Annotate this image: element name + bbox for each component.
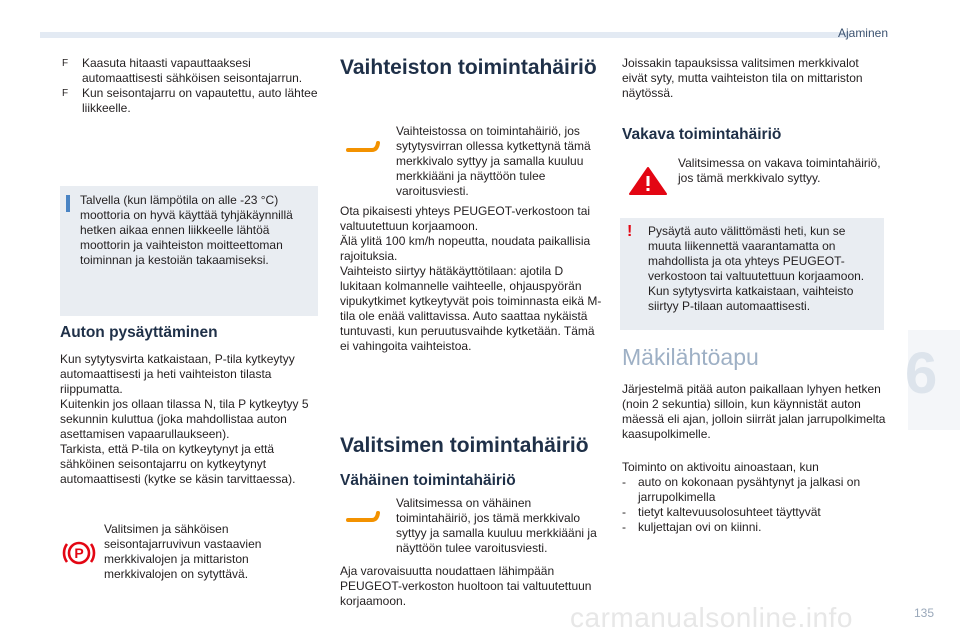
- section-heading: Auton pysäyttäminen: [60, 324, 218, 341]
- bullet-mark: F: [62, 58, 69, 69]
- info-note: [60, 186, 318, 316]
- section-title: Ajaminen: [837, 26, 888, 40]
- gearbox-warning-icon: [346, 140, 380, 154]
- section-body: Toiminto on aktivoitu ainoastaan, kun: [622, 460, 819, 474]
- watermark: carmanualsonline.info: [570, 602, 853, 633]
- note-text: Talvella (kun lämpötila on alle -23 °C) moottoria on hyvä käyttää tyhjäkäynnillä hetken aikaa ennen liikkeelle lähtöä moottorin ja vaihteiston moitteettoman toiminnan ja kestoiän takaamiseksi.: [80, 193, 293, 267]
- section-heading: Valitsimen toimintahäiriö: [340, 434, 589, 457]
- info-icon: [66, 195, 70, 212]
- section-heading: Vaihteiston toimintahäiriö: [340, 56, 597, 79]
- subsection-heading: Vakava toimintahäiriö: [622, 126, 782, 143]
- section-body: Järjestelmä pitää auton paikallaan lyhyen hetken (noin 2 sekuntia) silloin, kun käynnistät auton mäessä eli ajan, jolloin siirrät jalan jarrupolkimelta kaasupolkimelle.: [622, 382, 886, 441]
- list-item: F Kaasuta hitaasti vapauttaaksesi automaattisesti sähköisen seisontajarrun.: [62, 56, 303, 85]
- bullet-list: [62, 56, 324, 116]
- section-heading: Mäkilähtöapu: [622, 344, 759, 370]
- warning-note: [620, 218, 884, 330]
- warning-triangle-icon: [628, 166, 668, 196]
- section-body: Ota pikaisesti yhteys PEUGEOT-verkostoon tai valtuutettuun korjaamoon. Älä ylitä 100 km/h nopeutta, noudata paikallisia rajoituksia. Vaihteisto siirtyy hätäkäyttötilaan: ajotila D lukitaan kolmannelle vaihteelle, ohjauspyörän vipukytkimet kytkeytyvät pois toiminnasta eikä M-tila ole enää valittavissa. Auto saattaa nykäistä tuntuvasti, kun peruutusvaihde kytketään. Tämä ei vahingoita vaihteistoa.: [340, 204, 602, 353]
- intro-text: Joissakin tapauksissa valitsimen merkkivalot eivät syty, mutta vaihteiston tila on mittariston näytössä.: [622, 56, 863, 100]
- subsection-heading: Vähäinen toimintahäiriö: [340, 472, 516, 489]
- header-rule: [40, 32, 480, 38]
- page-number: 135: [913, 606, 934, 620]
- bullet-mark: F: [62, 88, 69, 99]
- selector-warning-icon: [346, 510, 380, 524]
- icon-text: Valitsimen ja sähköisen seisontajarruvivun vastaavien merkkivalojen ja mittariston merkkivalojen on sytyttävä.: [104, 522, 262, 581]
- warning-text: Pysäytä auto välittömästi heti, kun se muuta liikennettä vaarantamatta on mahdollista ja ota yhteys PEUGEOT-verkostoon tai valtuutettuun korjaamoon. Kun sytytysvirta katkaistaan, vaihteisto siirtyy P-tilaan automaattisesti.: [648, 224, 865, 313]
- parking-brake-icon: [62, 536, 96, 570]
- header-rule-right: [480, 32, 850, 38]
- icon-text: Vaihteistossa on toimintahäiriö, jos sytytysvirran ollessa kytkettynä tämä merkkivalo syttyy ja samalla kuuluu merkkiääni ja näyttöön tulee varoitusviesti.: [396, 124, 591, 198]
- list-item: - kuljettajan ovi on kiinni.: [622, 520, 762, 534]
- section-body: Aja varovaisuutta noudattaen lähimpään PEUGEOT-verkoston huoltoon tai valtuutettuun korjaamoon.: [340, 564, 592, 608]
- list-item: - auto on kokonaan pysähtynyt ja jalkasi on jarrupolkimella: [622, 475, 861, 504]
- icon-text: Valitsimessa on vakava toimintahäiriö, jos tämä merkkivalo syttyy.: [678, 156, 881, 185]
- chapter-number: 6: [905, 341, 938, 406]
- list-item: - tietyt kaltevuusolosuhteet täyttyvät: [622, 505, 821, 519]
- exclamation-icon: !: [627, 223, 633, 240]
- condition-list: [622, 475, 886, 535]
- section-body: Kun sytytysvirta katkaistaan, P-tila kytkeytyy automaattisesti ja heti vaihteiston tilasta riippumatta. Kuitenkin jos ollaan tilassa N, tila P kytkeytyy 5 sekunnin kuluttua (joka mahdollistaa auton asettamisen vapaarullaukseen). Tarkista, että P-tila on kytkeytynyt ja että sähköinen seisontajarru on kytkeytynyt automaattisesti (kytke se käsin tarvittaessa).: [60, 352, 309, 486]
- svg-text:P: P: [74, 545, 84, 561]
- icon-text: Valitsimessa on vähäinen toimintahäiriö, jos tämä merkkivalo syttyy ja samalla kuuluu merkkiääni ja näyttöön tulee varoitusviesti.: [396, 496, 597, 555]
- list-item: F Kun seisontajarru on vapautettu, auto lähtee liikkeelle.: [62, 86, 318, 115]
